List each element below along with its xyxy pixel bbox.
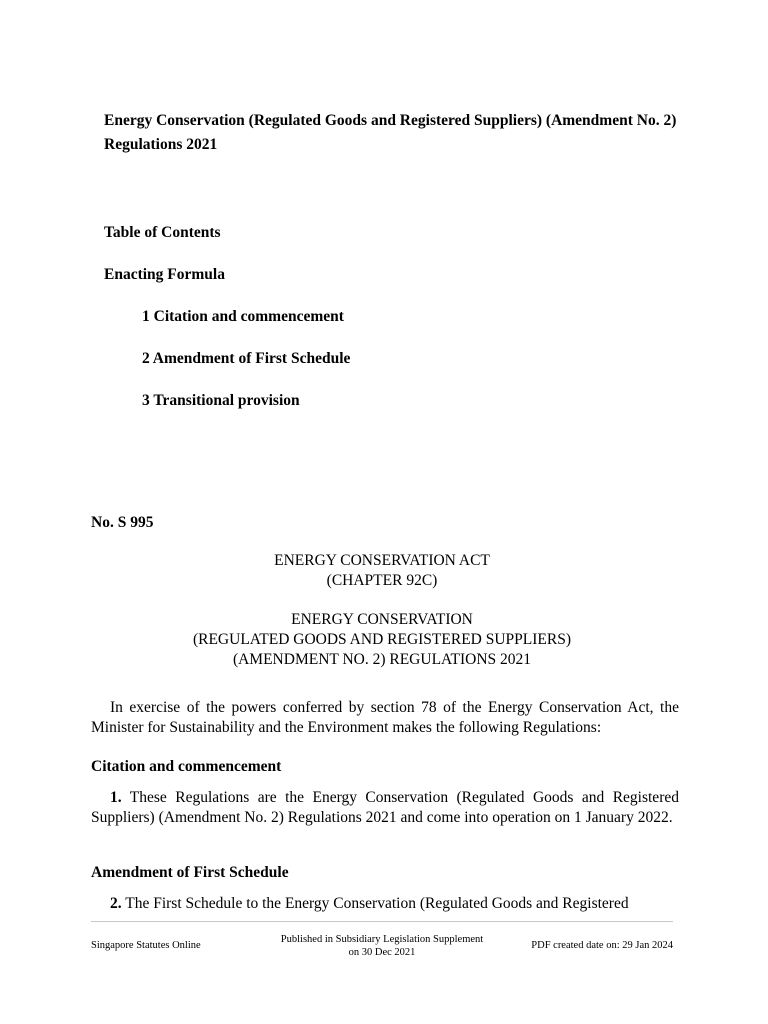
document-title: Energy Conservation (Regulated Goods and Registered Suppliers) (Amendment No. 2) Regulations 2021 <box>104 112 677 153</box>
footer-source: Singapore Statutes Online <box>91 940 201 951</box>
section-number: 2. <box>110 895 122 912</box>
toc-item-citation[interactable]: 1 Citation and commencement <box>142 308 344 325</box>
act-name: ENERGY CONSERVATION ACT <box>274 552 490 569</box>
regulation-title-line: (AMENDMENT NO. 2) REGULATIONS 2021 <box>232 651 532 668</box>
enacting-formula-text: In exercise of the powers conferred by section 78 of the Energy Conservation Act, the Minister for Sustainability and the Environment makes the following Regulations: <box>91 699 679 736</box>
act-chapter: (CHAPTER 92C) <box>326 572 438 589</box>
toc-item-enacting-formula[interactable]: Enacting Formula <box>104 266 225 283</box>
toc-item-amendment-first-schedule[interactable]: 2 Amendment of First Schedule <box>142 350 351 367</box>
footer-publication-date: on 30 Dec 2021 <box>348 947 416 958</box>
section-1-paragraph <box>91 788 679 827</box>
section-heading-amendment: Amendment of First Schedule <box>91 864 289 881</box>
footer-pdf-date: PDF created date on: 29 Jan 2024 <box>531 940 673 951</box>
section-text: These Regulations are the Energy Conservation (Regulated Goods and Registered Suppliers) (Amendment No. 2) Regulations 2021 and come into operation on 1 January 2022. <box>91 789 679 826</box>
regulation-title-line: (REGULATED GOODS AND REGISTERED SUPPLIERS) <box>192 631 572 648</box>
regulation-title-line: ENERGY CONSERVATION <box>291 611 473 628</box>
footer-divider <box>91 921 673 922</box>
toc-item-transitional-provision[interactable]: 3 Transitional provision <box>142 392 300 409</box>
section-text: The First Schedule to the Energy Conservation (Regulated Goods and Registered <box>125 895 629 912</box>
subsidiary-legislation-number: No. S 995 <box>91 514 154 531</box>
toc-heading: Table of Contents <box>104 224 221 241</box>
section-number: 1. <box>110 789 122 806</box>
section-2-paragraph <box>91 894 679 914</box>
footer-publication-line: Published in Subsidiary Legislation Supplement <box>280 934 484 945</box>
section-heading-citation: Citation and commencement <box>91 758 282 775</box>
